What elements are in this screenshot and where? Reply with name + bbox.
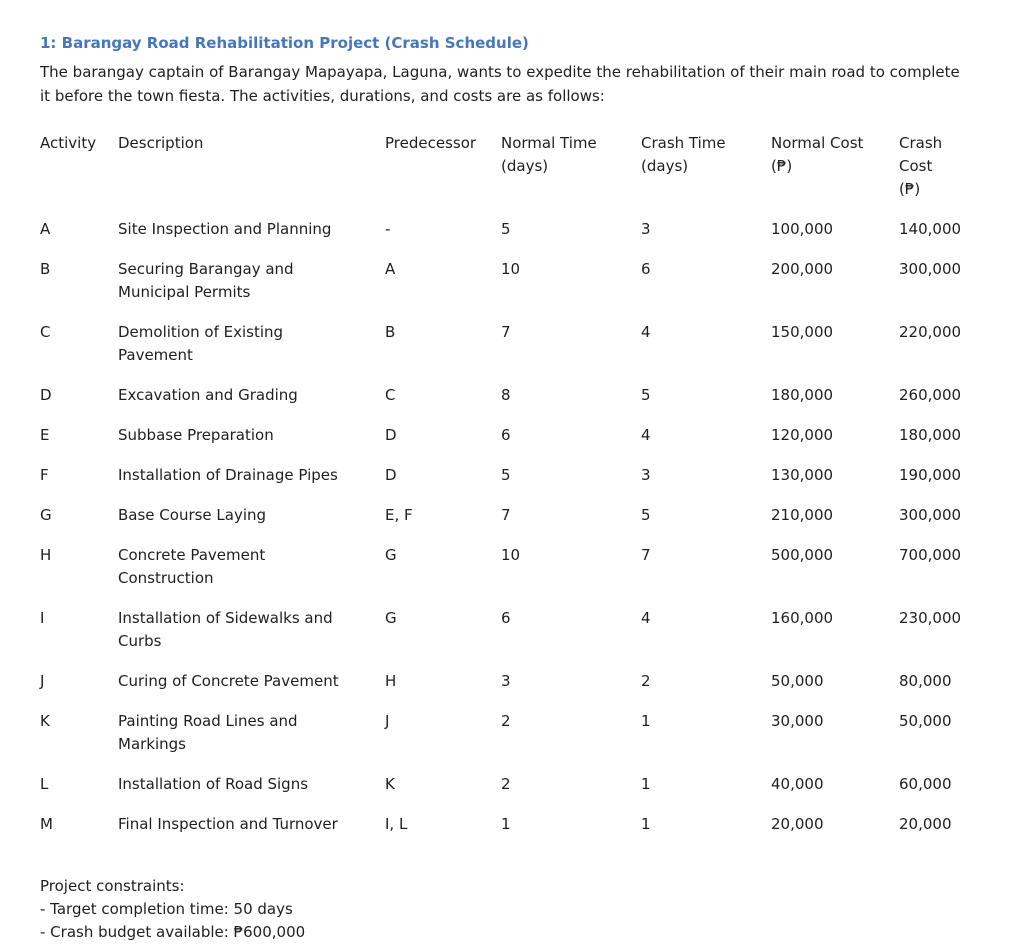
activity-cost-table [40, 132, 976, 853]
activity-cell: M [40, 815, 53, 833]
crash-cost-cell: 700,000 [899, 546, 962, 564]
table-row-activity-J [40, 670, 976, 710]
activity-cell: C [40, 323, 51, 341]
activity-cell: G [40, 506, 52, 524]
column-label: Crash Cost [899, 134, 943, 175]
normal-time-cell: 5 [501, 220, 511, 238]
activity-cell: F [40, 466, 49, 484]
normal-cost-cell: 50,000 [771, 672, 824, 690]
column-label: Crash Time [641, 134, 726, 152]
constraint-item-crash-budget: - Crash budget available: ₱600,000 [40, 923, 306, 941]
normal-time-cell: 3 [501, 672, 511, 690]
activity-cell: B [40, 260, 51, 278]
column-header-normal-time [501, 132, 641, 218]
table-row-activity-C [40, 321, 976, 384]
table-header [40, 132, 976, 218]
predecessor-cell: - [385, 220, 391, 238]
table-row-activity-D [40, 384, 976, 424]
crash-time-cell: 2 [641, 672, 651, 690]
normal-time-cell: 8 [501, 386, 511, 404]
normal-cost-cell: 120,000 [771, 426, 834, 444]
description-cell: Concrete Pavement Construction [118, 546, 266, 587]
table-row-activity-I [40, 607, 976, 670]
column-label: Description [118, 134, 204, 152]
activity-cell: K [40, 712, 50, 730]
normal-cost-cell: 210,000 [771, 506, 834, 524]
table-row-activity-A [40, 218, 976, 258]
description-cell: Final Inspection and Turnover [118, 815, 338, 833]
normal-cost-cell: 150,000 [771, 323, 834, 341]
crash-cost-cell: 300,000 [899, 260, 962, 278]
table-row-activity-B [40, 258, 976, 321]
description-cell: Painting Road Lines and Markings [118, 712, 298, 753]
constraints-section [40, 875, 976, 944]
crash-cost-cell: 50,000 [899, 712, 952, 730]
normal-cost-cell: 160,000 [771, 609, 834, 627]
crash-time-cell: 1 [641, 815, 651, 833]
column-sublabel: (₱) [899, 180, 921, 198]
predecessor-cell: E, F [385, 506, 413, 524]
description-cell: Installation of Road Signs [118, 775, 309, 793]
table-row-activity-E [40, 424, 976, 464]
column-header-normal-cost [771, 132, 899, 218]
description-cell: Demolition of Existing Pavement [118, 323, 284, 364]
predecessor-cell: A [385, 260, 396, 278]
normal-cost-cell: 200,000 [771, 260, 834, 278]
crash-time-cell: 7 [641, 546, 651, 564]
normal-time-cell: 2 [501, 775, 511, 793]
column-sublabel: (days) [501, 157, 549, 175]
table-body [40, 218, 976, 853]
normal-time-cell: 5 [501, 466, 511, 484]
column-sublabel: (₱) [771, 157, 793, 175]
description-cell: Installation of Drainage Pipes [118, 466, 338, 484]
crash-cost-cell: 230,000 [899, 609, 962, 627]
crash-cost-cell: 140,000 [899, 220, 962, 238]
normal-cost-cell: 30,000 [771, 712, 824, 730]
crash-cost-cell: 190,000 [899, 466, 962, 484]
crash-cost-cell: 260,000 [899, 386, 962, 404]
crash-time-cell: 1 [641, 775, 651, 793]
normal-time-cell: 10 [501, 546, 521, 564]
crash-time-cell: 5 [641, 386, 651, 404]
normal-time-cell: 7 [501, 323, 511, 341]
activity-cell: I [40, 609, 45, 627]
activity-cell: A [40, 220, 51, 238]
crash-time-cell: 4 [641, 426, 651, 444]
predecessor-cell: I, L [385, 815, 408, 833]
normal-cost-cell: 20,000 [771, 815, 824, 833]
table-row-activity-M [40, 813, 976, 853]
table-row-activity-K [40, 710, 976, 773]
column-header-description [118, 132, 385, 218]
header-row [40, 132, 976, 218]
normal-cost-cell: 40,000 [771, 775, 824, 793]
table-row-activity-L [40, 773, 976, 813]
normal-cost-cell: 130,000 [771, 466, 834, 484]
predecessor-cell: G [385, 609, 397, 627]
description-cell: Curing of Concrete Pavement [118, 672, 339, 690]
activity-cell: E [40, 426, 50, 444]
crash-cost-cell: 20,000 [899, 815, 952, 833]
constraints-heading: Project constraints: [40, 877, 185, 895]
column-header-activity [40, 132, 118, 218]
normal-time-cell: 10 [501, 260, 521, 278]
predecessor-cell: D [385, 426, 397, 444]
predecessor-cell: G [385, 546, 397, 564]
crash-cost-cell: 220,000 [899, 323, 962, 341]
predecessor-cell: B [385, 323, 396, 341]
description-cell: Excavation and Grading [118, 386, 298, 404]
column-header-crash-cost [899, 132, 976, 218]
crash-cost-cell: 60,000 [899, 775, 952, 793]
crash-time-cell: 3 [641, 220, 651, 238]
crash-time-cell: 6 [641, 260, 651, 278]
predecessor-cell: K [385, 775, 395, 793]
normal-time-cell: 7 [501, 506, 511, 524]
description-cell: Subbase Preparation [118, 426, 274, 444]
description-cell: Securing Barangay and Municipal Permits [118, 260, 294, 301]
column-sublabel: (days) [641, 157, 689, 175]
column-label: Normal Cost [771, 134, 864, 152]
column-header-predecessor [385, 132, 501, 218]
activity-cell: J [40, 672, 45, 690]
predecessor-cell: J [385, 712, 390, 730]
predecessor-cell: H [385, 672, 397, 690]
intro-paragraph: The barangay captain of Barangay Mapayapa, Laguna, wants to expedite the rehabilitation of their main road to complete it before the town fiesta. The activities, durations, and costs are as follows: [40, 63, 960, 105]
activity-cell: H [40, 546, 52, 564]
normal-time-cell: 6 [501, 426, 511, 444]
column-label: Predecessor [385, 134, 477, 152]
constraint-item-target-time: - Target completion time: 50 days [40, 900, 293, 918]
crash-cost-cell: 180,000 [899, 426, 962, 444]
crash-cost-cell: 80,000 [899, 672, 952, 690]
column-label: Normal Time [501, 134, 597, 152]
normal-time-cell: 1 [501, 815, 511, 833]
page-title: 1: Barangay Road Rehabilitation Project (Crash Schedule) [40, 34, 529, 52]
crash-time-cell: 4 [641, 323, 651, 341]
table-row-activity-F [40, 464, 976, 504]
activity-cell: L [40, 775, 49, 793]
normal-cost-cell: 500,000 [771, 546, 834, 564]
crash-time-cell: 3 [641, 466, 651, 484]
crash-time-cell: 5 [641, 506, 651, 524]
crash-time-cell: 1 [641, 712, 651, 730]
predecessor-cell: C [385, 386, 396, 404]
description-cell: Installation of Sidewalks and Curbs [118, 609, 333, 650]
normal-cost-cell: 100,000 [771, 220, 834, 238]
predecessor-cell: D [385, 466, 397, 484]
crash-cost-cell: 300,000 [899, 506, 962, 524]
table-row-activity-G [40, 504, 976, 544]
normal-time-cell: 6 [501, 609, 511, 627]
normal-time-cell: 2 [501, 712, 511, 730]
column-header-crash-time [641, 132, 771, 218]
table-row-activity-H [40, 544, 976, 607]
column-label: Activity [40, 134, 97, 152]
description-cell: Base Course Laying [118, 506, 267, 524]
description-cell: Site Inspection and Planning [118, 220, 332, 238]
crash-time-cell: 4 [641, 609, 651, 627]
normal-cost-cell: 180,000 [771, 386, 834, 404]
activity-cell: D [40, 386, 52, 404]
